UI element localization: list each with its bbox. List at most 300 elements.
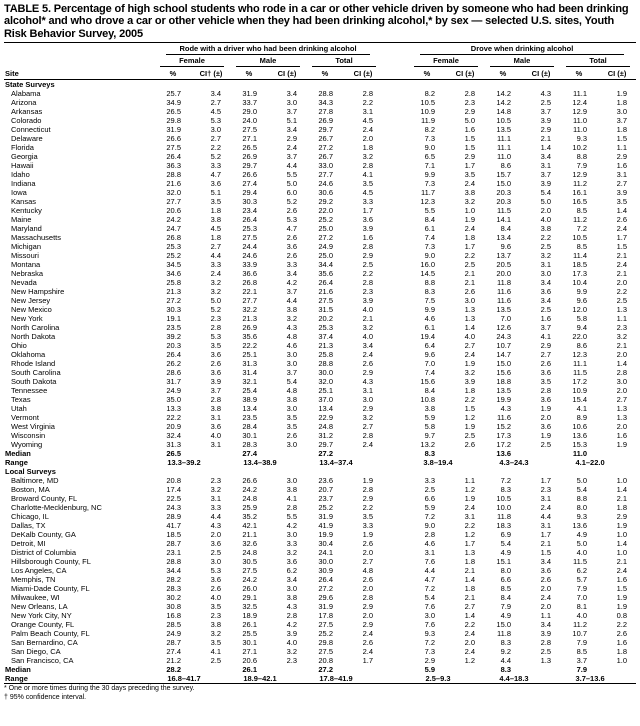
ci-cell: 3.9 <box>540 116 552 126</box>
ci-cell: 3.6 <box>210 368 221 378</box>
ci-cell: 1.1 <box>540 611 552 621</box>
ci-cell: 3.2 <box>616 332 628 342</box>
ci-cell: 1.5 <box>616 242 628 252</box>
ci-cell: 3.6 <box>540 368 552 378</box>
column-gap <box>382 521 408 530</box>
ci-cell: 1.6 <box>540 314 552 324</box>
pct-cell: 29.4 <box>242 188 257 198</box>
pct-cell: 26.8 <box>166 233 181 243</box>
pct-cell: 18.5 <box>166 530 181 540</box>
column-gap <box>382 665 408 674</box>
ci-cell: 2.9 <box>464 107 476 117</box>
pct-cell: 16.0 <box>420 260 436 270</box>
ci-cell: 1.3 <box>540 656 552 666</box>
table-row <box>4 134 636 143</box>
ci-cell: 3.0 <box>286 350 297 360</box>
pct-cell: 8.5 <box>576 647 588 657</box>
pct-cell: 27.5 <box>166 143 181 153</box>
ci-cell: 4.1 <box>362 170 374 180</box>
ci-cell: 2.3 <box>464 98 476 108</box>
pct-cell: 20.5 <box>496 260 512 270</box>
subheader-label: Male <box>236 55 300 67</box>
ci-cell: 4.0 <box>464 332 476 342</box>
pct-cell: 15.0 <box>496 620 512 630</box>
ci-cell: 4.2 <box>286 278 297 288</box>
ci-cell: 1.5 <box>616 584 628 594</box>
ci-cell: 3.2 <box>286 548 297 558</box>
ci-cell: 1.9 <box>616 593 628 603</box>
median-value: 27.4 <box>242 449 257 459</box>
pct-cell: 26.8 <box>242 278 257 288</box>
pct-cell: 7.2 <box>500 476 512 486</box>
site-cell: Tennessee <box>11 386 48 396</box>
ci-cell: 2.6 <box>362 359 374 369</box>
empty-cell <box>192 449 230 458</box>
table-row <box>4 242 636 251</box>
pct-cell: 35.2 <box>242 512 257 522</box>
pct-cell: 8.5 <box>500 584 512 594</box>
range-value: 3.8–19.4 <box>423 458 453 468</box>
pct-cell: 10.9 <box>420 107 436 117</box>
ci-cell: 2.8 <box>362 485 374 495</box>
pct-cell: 7.3 <box>424 134 436 144</box>
pct-cell: 24.9 <box>166 629 181 639</box>
median-value: 7.9 <box>576 665 588 675</box>
column-gap <box>382 476 408 485</box>
pct-cell: 11.8 <box>496 512 512 522</box>
range-value: 13.4–38.9 <box>243 458 277 468</box>
ci-cell: 1.6 <box>616 575 628 585</box>
pct-cell: 4.6 <box>424 539 436 549</box>
ci-cell: 5.5 <box>286 170 297 180</box>
table-row <box>4 323 636 332</box>
site-cell: Kentucky <box>11 206 42 216</box>
ci-cell: 0.8 <box>616 611 628 621</box>
ci-cell: 3.4 <box>540 620 552 630</box>
ci-cell: 2.9 <box>540 341 552 351</box>
pct-cell: 30.1 <box>242 431 257 441</box>
pct-cell: 11.5 <box>496 206 512 216</box>
pct-cell: 32.4 <box>166 431 181 441</box>
pct-cell: 30.1 <box>242 638 257 648</box>
group-header-drove-label: Drove when drinking alcohol <box>420 43 624 55</box>
column-gap <box>382 98 408 107</box>
pct-cell: 24.6 <box>318 179 333 189</box>
ci-cell: 2.8 <box>362 242 374 252</box>
ci-cell: 2.7 <box>464 602 476 612</box>
pct-cell: 30.8 <box>166 602 181 612</box>
table-row <box>4 116 636 125</box>
pct-cell: 8.4 <box>424 386 436 396</box>
table-row <box>4 422 636 431</box>
ci-cell: 4.4 <box>540 512 552 522</box>
pct-cell: 5.4 <box>424 593 436 603</box>
ci-cell: 4.6 <box>286 341 297 351</box>
ci-cell: 1.6 <box>362 233 374 243</box>
ci-cell: 2.2 <box>362 269 374 279</box>
table-row <box>4 557 636 566</box>
column-gap <box>382 548 408 557</box>
ci-cell: 3.8 <box>464 188 476 198</box>
median-row <box>4 449 636 458</box>
table-row <box>4 125 636 134</box>
ci-column-header: CI (±) <box>446 67 484 80</box>
site-cell: Los Angeles, CA <box>11 566 67 576</box>
pct-cell: 22.9 <box>318 413 333 423</box>
median-value: 8.3 <box>424 449 436 459</box>
ci-cell: 5.4 <box>540 188 552 198</box>
ci-cell: 2.6 <box>286 233 297 243</box>
pct-cell: 22.2 <box>166 413 181 423</box>
pct-cell: 26.0 <box>242 584 257 594</box>
pct-cell: 27.2 <box>166 296 181 306</box>
pct-cell: 30.3 <box>166 305 181 315</box>
site-cell: Missouri <box>11 251 39 261</box>
table-row <box>4 602 636 611</box>
pct-cell: 21.6 <box>318 287 333 297</box>
subheader-rode-female <box>154 55 230 67</box>
ci-cell: 3.6 <box>362 215 374 225</box>
pct-cell: 7.9 <box>576 584 588 594</box>
ci-cell: 2.0 <box>540 206 552 216</box>
ci-cell: 3.2 <box>210 629 221 639</box>
ci-cell: 3.8 <box>286 305 297 315</box>
ci-cell: 1.5 <box>464 134 476 144</box>
ci-cell: 2.4 <box>540 503 552 513</box>
ci-cell: 2.4 <box>540 593 552 603</box>
pct-cell: 28.8 <box>166 557 181 567</box>
pct-cell: 29.7 <box>318 440 333 450</box>
pct-cell: 21.6 <box>166 179 181 189</box>
ci-cell: 3.8 <box>540 224 552 234</box>
range-row-label: Range <box>5 674 28 684</box>
table-row <box>4 206 636 215</box>
pct-cell: 7.6 <box>424 557 436 567</box>
ci-cell: 2.0 <box>210 530 221 540</box>
ci-cell: 3.4 <box>540 278 552 288</box>
column-gap <box>382 620 408 629</box>
pct-cell: 27.7 <box>242 296 257 306</box>
ci-cell: 2.8 <box>286 611 297 621</box>
column-gap <box>382 89 408 98</box>
pct-cell: 27.1 <box>242 134 257 144</box>
pct-cell: 9.3 <box>576 512 588 522</box>
pct-cell: 24.8 <box>242 548 257 558</box>
site-cell: Wisconsin <box>11 431 46 441</box>
pct-cell: 14.1 <box>496 215 512 225</box>
pct-cell: 25.1 <box>318 386 333 396</box>
ci-cell: 1.7 <box>540 476 552 486</box>
pct-cell: 7.3 <box>424 179 436 189</box>
ci-cell: 1.7 <box>464 539 476 549</box>
ci-cell: 2.4 <box>616 224 628 234</box>
median-value: 27.2 <box>318 449 333 459</box>
pct-cell: 31.3 <box>242 359 257 369</box>
ci-cell: 1.4 <box>540 143 552 153</box>
ci-cell: 2.7 <box>210 242 221 252</box>
median-value: 5.9 <box>424 665 436 675</box>
empty-cell <box>522 449 560 458</box>
pct-cell: 9.0 <box>424 251 436 261</box>
ci-cell: 2.5 <box>540 242 552 252</box>
pct-cell: 25.3 <box>242 224 257 234</box>
ci-cell: 2.0 <box>616 422 628 432</box>
ci-column-header: CI (±) <box>598 67 636 80</box>
pct-cell: 15.6 <box>420 377 436 387</box>
table-row <box>4 170 636 179</box>
group-header-drove <box>408 43 636 56</box>
pct-cell: 31.7 <box>166 377 181 387</box>
table-row <box>4 143 636 152</box>
pct-cell: 28.6 <box>166 368 181 378</box>
pct-cell: 7.0 <box>576 593 588 603</box>
column-gap <box>382 359 408 368</box>
ci-column-header: CI† (±) <box>192 67 230 80</box>
ci-cell: 3.4 <box>540 557 552 567</box>
pct-cell: 6.1 <box>424 224 436 234</box>
pct-cell: 33.0 <box>318 161 333 171</box>
site-cell: Delaware <box>11 134 43 144</box>
ci-cell: 4.4 <box>286 296 297 306</box>
ci-cell: 4.5 <box>362 116 374 126</box>
pct-column-header: % <box>230 67 268 80</box>
pct-cell: 33.7 <box>242 98 257 108</box>
ci-cell: 5.4 <box>286 377 297 387</box>
table-row <box>4 368 636 377</box>
ci-cell: 4.0 <box>210 593 221 603</box>
pct-cell: 25.2 <box>166 251 181 261</box>
pct-cell: 8.6 <box>576 341 588 351</box>
ci-cell: 2.7 <box>362 557 374 567</box>
pct-cell: 10.7 <box>496 341 512 351</box>
pct-cell: 8.4 <box>500 224 512 234</box>
pct-cell: 30.6 <box>318 188 333 198</box>
pct-cell: 42.1 <box>242 521 257 531</box>
empty-cell <box>598 665 636 674</box>
site-cell: Utah <box>11 404 27 414</box>
table-row <box>4 224 636 233</box>
ci-cell: 2.4 <box>464 629 476 639</box>
site-cell: North Carolina <box>11 323 60 333</box>
ci-cell: 2.7 <box>210 98 221 108</box>
ci-cell: 4.0 <box>362 305 374 315</box>
pct-cell: 22.0 <box>318 206 333 216</box>
ci-cell: 2.3 <box>210 611 221 621</box>
subheader-label: Total <box>312 55 376 67</box>
ci-cell: 2.6 <box>540 359 552 369</box>
pct-cell: 28.8 <box>318 359 333 369</box>
ci-cell: 2.7 <box>464 341 476 351</box>
pct-cell: 29.7 <box>318 125 333 135</box>
column-gap <box>382 602 408 611</box>
pct-cell: 4.6 <box>424 314 436 324</box>
pct-cell: 10.5 <box>496 116 512 126</box>
ci-cell: 1.8 <box>616 647 628 657</box>
ci-cell: 2.1 <box>616 341 628 351</box>
ci-cell: 2.0 <box>616 386 628 396</box>
site-cell: Massachusetts <box>11 233 62 243</box>
range-value: 4.3–24.3 <box>499 458 529 468</box>
table-row <box>4 539 636 548</box>
ci-cell: 4.4 <box>286 161 297 171</box>
empty-cell <box>192 665 230 674</box>
ci-cell: 1.1 <box>464 476 476 486</box>
pct-cell: 37.0 <box>318 395 333 405</box>
empty-cell <box>344 449 382 458</box>
table-row <box>4 188 636 197</box>
site-cell: Ohio <box>11 341 27 351</box>
pct-cell: 14.7 <box>496 350 512 360</box>
ci-cell: 3.7 <box>286 152 297 162</box>
pct-cell: 13.6 <box>572 431 588 441</box>
ci-cell: 2.8 <box>210 395 221 405</box>
pct-cell: 9.7 <box>424 431 436 441</box>
ci-cell: 1.7 <box>616 233 628 243</box>
table-row <box>4 287 636 296</box>
pct-cell: 24.2 <box>242 575 257 585</box>
table-row <box>4 251 636 260</box>
pct-cell: 24.3 <box>166 503 181 513</box>
table-row <box>4 593 636 602</box>
pct-cell: 9.3 <box>576 134 588 144</box>
ci-cell: 3.7 <box>286 287 297 297</box>
ci-cell: 1.9 <box>464 422 476 432</box>
site-cell: San Diego, CA <box>11 647 61 657</box>
pct-cell: 25.3 <box>166 242 181 252</box>
pct-cell: 10.8 <box>420 395 436 405</box>
pct-cell: 11.0 <box>496 152 512 162</box>
pct-cell: 23.1 <box>166 548 181 558</box>
ci-cell: 2.0 <box>362 548 374 558</box>
ci-cell: 3.5 <box>210 602 221 612</box>
pct-cell: 10.5 <box>572 233 588 243</box>
ci-cell: 4.7 <box>210 170 221 180</box>
column-gap <box>382 386 408 395</box>
pct-cell: 26.6 <box>166 134 181 144</box>
pct-cell: 30.9 <box>318 566 333 576</box>
ci-cell: 2.2 <box>616 287 628 297</box>
ci-cell: 1.3 <box>464 548 476 558</box>
pct-cell: 23.6 <box>318 476 333 486</box>
ci-cell: 2.2 <box>464 395 476 405</box>
ci-cell: 3.5 <box>616 197 628 207</box>
ci-cell: 5.0 <box>540 197 552 207</box>
pct-cell: 7.9 <box>500 602 512 612</box>
pct-cell: 34.6 <box>166 269 181 279</box>
ci-cell: 3.6 <box>210 179 221 189</box>
ci-cell: 4.3 <box>362 377 374 387</box>
pct-cell: 7.4 <box>424 233 436 243</box>
site-cell: Miami-Dade County, FL <box>11 584 90 594</box>
pct-cell: 27.4 <box>166 647 181 657</box>
table-row <box>4 503 636 512</box>
table-row <box>4 260 636 269</box>
ci-cell: 1.9 <box>464 359 476 369</box>
ci-cell: 4.5 <box>362 188 374 198</box>
pct-cell: 10.9 <box>572 386 588 396</box>
pct-cell: 3.1 <box>424 548 436 558</box>
ci-cell: 1.5 <box>464 404 476 414</box>
ci-cell: 4.8 <box>362 566 374 576</box>
pct-cell: 28.3 <box>242 440 257 450</box>
pct-cell: 4.9 <box>576 530 588 540</box>
pct-column-header: % <box>560 67 598 80</box>
table-row <box>4 647 636 656</box>
pct-cell: 21.2 <box>166 656 181 666</box>
pct-cell: 8.1 <box>576 602 588 612</box>
pct-cell: 27.5 <box>318 620 333 630</box>
pct-cell: 8.0 <box>576 503 588 513</box>
table-row <box>4 332 636 341</box>
site-cell: North Dakota <box>11 332 56 342</box>
pct-cell: 9.9 <box>576 287 588 297</box>
site-cell: South Dakota <box>11 377 57 387</box>
pct-cell: 39.2 <box>166 332 181 342</box>
ci-cell: 1.2 <box>464 656 476 666</box>
site-cell: District of Columbia <box>11 548 77 558</box>
column-gap <box>382 152 408 161</box>
ci-column-header: CI (±) <box>344 67 382 80</box>
ci-cell: 1.0 <box>616 548 628 558</box>
pct-cell: 26.5 <box>166 107 181 117</box>
ci-cell: 2.3 <box>362 287 374 297</box>
ci-cell: 2.0 <box>464 638 476 648</box>
pct-cell: 27.7 <box>166 197 181 207</box>
pct-cell: 11.2 <box>572 215 588 225</box>
ci-cell: 2.5 <box>540 98 552 108</box>
ci-cell: 3.4 <box>286 269 297 279</box>
ci-cell: 1.9 <box>616 440 628 450</box>
ci-cell: 2.6 <box>540 575 552 585</box>
column-gap <box>382 656 408 665</box>
ci-cell: 3.7 <box>540 107 552 117</box>
table-row <box>4 377 636 386</box>
range-row-label: Range <box>5 458 28 468</box>
site-cell: Michigan <box>11 242 42 252</box>
pct-cell: 8.2 <box>424 89 436 99</box>
ci-cell: 5.1 <box>286 116 297 126</box>
ci-cell: 3.8 <box>286 593 297 603</box>
pct-cell: 27.5 <box>318 296 333 306</box>
ci-cell: 1.9 <box>362 476 374 486</box>
pct-cell: 13.3 <box>166 404 181 414</box>
ci-cell: 3.6 <box>210 575 221 585</box>
pct-cell: 4.3 <box>500 404 512 414</box>
ci-cell: 1.9 <box>616 602 628 612</box>
ci-cell: 2.4 <box>362 647 374 657</box>
ci-cell: 4.0 <box>286 638 297 648</box>
site-cell: Georgia <box>11 152 38 162</box>
pct-cell: 29.0 <box>242 107 257 117</box>
ci-cell: 1.1 <box>616 314 628 324</box>
ci-cell: 2.5 <box>540 647 552 657</box>
ci-cell: 2.3 <box>616 323 628 333</box>
pct-cell: 23.4 <box>242 206 257 216</box>
ci-cell: 5.2 <box>210 305 221 315</box>
column-gap <box>382 377 408 386</box>
empty-cell <box>268 665 306 674</box>
table-row <box>4 530 636 539</box>
ci-cell: 5.3 <box>286 215 297 225</box>
pct-cell: 41.7 <box>166 521 181 531</box>
pct-cell: 25.8 <box>318 350 333 360</box>
pct-cell: 5.9 <box>424 413 436 423</box>
ci-cell: 1.7 <box>464 242 476 252</box>
pct-cell: 19.1 <box>166 314 181 324</box>
pct-cell: 5.7 <box>576 575 588 585</box>
ci-cell: 1.5 <box>540 548 552 558</box>
table-row <box>4 386 636 395</box>
